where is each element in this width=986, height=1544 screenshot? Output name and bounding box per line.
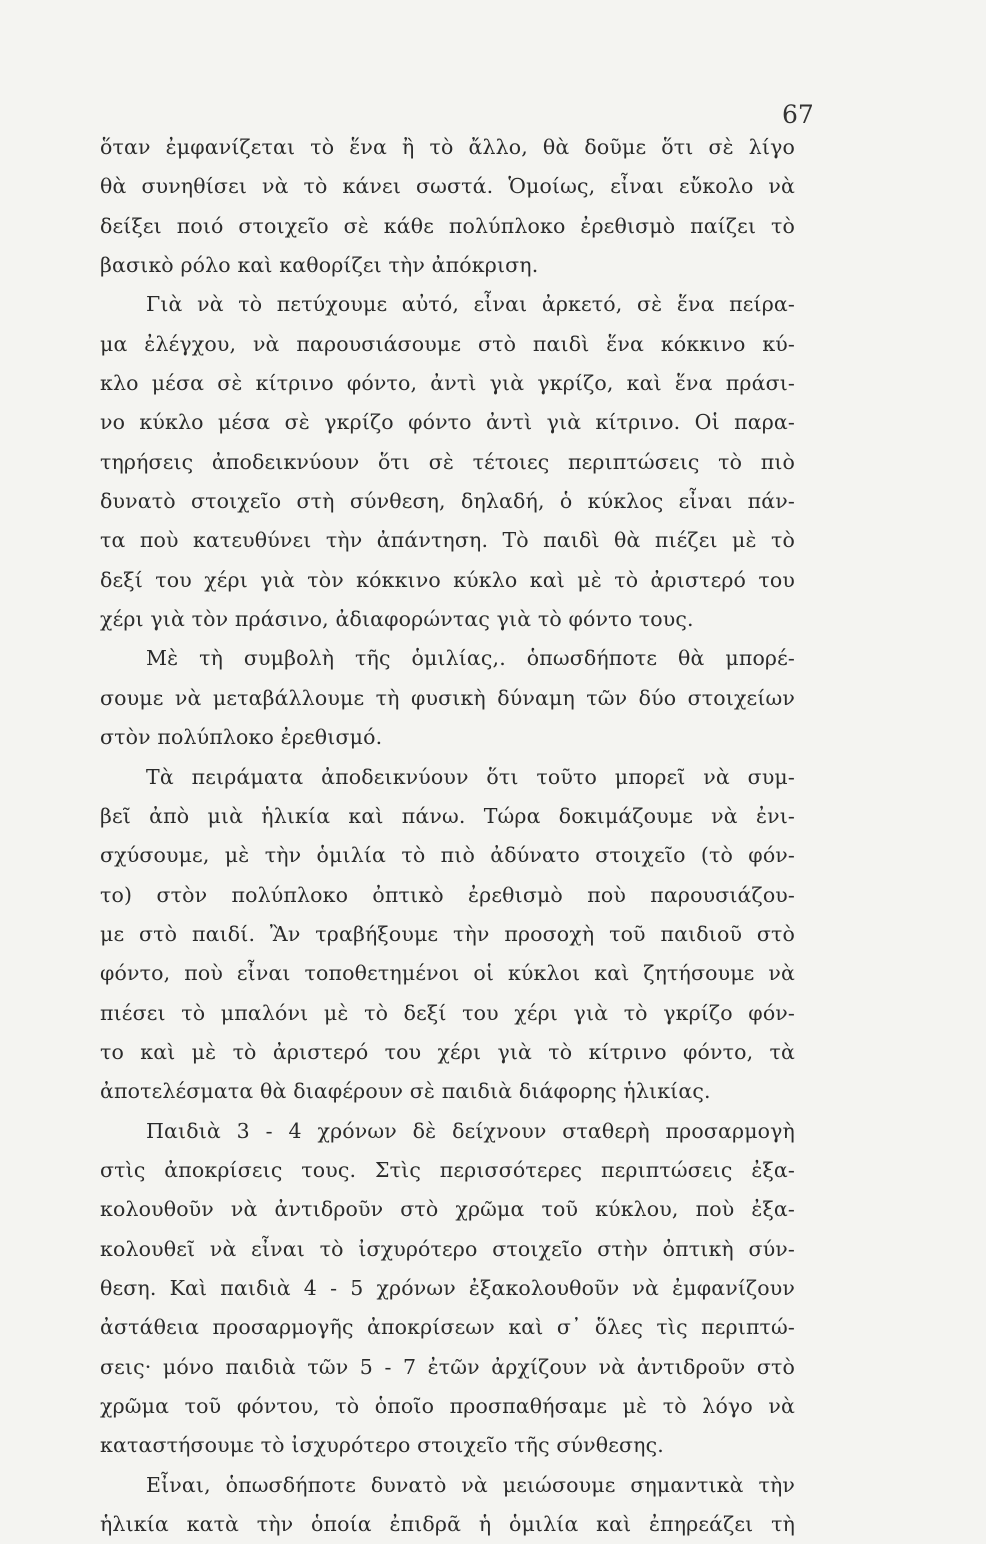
text-line: θεση. Καὶ παιδιὰ 4 - 5 χρόνων ἐξακολουθοῦν νὰ ἐμφανίζουν	[100, 1275, 795, 1300]
paragraph-start-line: Εἶναι, ὁπωσδήποτε δυνατὸ νὰ μειώσουμε σημαντικὰ τὴν	[146, 1472, 795, 1497]
text-line: σεις· μόνο παιδιὰ τῶν 5 - 7 ἐτῶν ἀρχίζουν νὰ ἀντιδροῦν στὸ	[100, 1354, 795, 1379]
text-line: μα ἐλέγχου, νὰ παρουσιάσουμε στὸ παιδὶ ἕνα κόκκινο κύ-	[100, 331, 795, 356]
text-line: δεξί του χέρι γιὰ τὸν κόκκινο κύκλο καὶ μὲ τὸ ἀριστερό του	[100, 567, 795, 592]
text-line: τα ποὺ κατευθύνει τὴν ἀπάντηση. Τὸ παιδὶ θὰ πιέζει μὲ τὸ	[100, 528, 795, 553]
text-line: κολουθοῦν νὰ ἀντιδροῦν στὸ χρῶμα τοῦ κύκλου, ποὺ ἐξα-	[100, 1197, 795, 1222]
page-number: 67	[782, 100, 814, 129]
text-line: χέρι γιὰ τὸν πράσινο, ἀδιαφορώντας γιὰ τὸ φόντο τους.	[100, 607, 694, 632]
text-line: πιέσει τὸ μπαλόνι μὲ τὸ δεξί του χέρι γιὰ τὸ γκρίζο φόν-	[100, 1000, 795, 1025]
text-line: ἡλικία κατὰ τὴν ὁποία ἐπιδρᾶ ἡ ὁμιλία καὶ ἐπηρεάζει τὴ	[100, 1512, 795, 1537]
text-line: φόντο, ποὺ εἶναι τοποθετημένοι οἱ κύκλοι καὶ ζητήσουμε νὰ	[100, 961, 795, 986]
paragraph-start-line: Τὰ πειράματα ἀποδεικνύουν ὅτι τοῦτο μπορεῖ νὰ συμ-	[146, 764, 795, 789]
text-line: στὶς ἀποκρίσεις τους. Στὶς περισσότερες περιπτώσεις ἐξα-	[100, 1157, 795, 1182]
text-line: βεῖ ἀπὸ μιὰ ἡλικία καὶ πάνω. Τώρα δοκιμάζουμε νὰ ἐνι-	[100, 803, 795, 828]
text-line: θὰ συνηθίσει νὰ τὸ κάνει σωστά. Ὁμοίως, εἶναι εὔκολο νὰ	[100, 174, 795, 199]
paragraph-start-line: Μὲ τὴ συμβολὴ τῆς ὁμιλίας,. ὁπωσδήποτε θὰ μπορέ-	[146, 646, 795, 671]
paragraph-start-line: Γιὰ νὰ τὸ πετύχουμε αὐτό, εἶναι ἀρκετό, σὲ ἕνα πείρα-	[146, 292, 795, 317]
body-text	[100, 128, 795, 1544]
text-line: ἀποτελέσματα θὰ διαφέρουν σὲ παιδιὰ διάφορης ἡλικίας.	[100, 1079, 711, 1104]
text-line: το) στὸν πολύπλοκο ὀπτικὸ ἐρεθισμὸ ποὺ παρουσιάζου-	[100, 882, 795, 907]
text-line: ὅταν ἐμφανίζεται τὸ ἕνα ἢ τὸ ἄλλο, θὰ δοῦμε ὅτι σὲ λίγο	[100, 135, 795, 159]
text-line: βασικὸ ρόλο καὶ καθορίζει τὴν ἀπόκριση.	[100, 253, 539, 278]
text-line: κολουθεῖ νὰ εἶναι τὸ ἰσχυρότερο στοιχεῖο στὴν ὀπτικὴ σύν-	[100, 1236, 795, 1261]
text-line: το καὶ μὲ τὸ ἀριστερό του χέρι γιὰ τὸ κίτρινο φόντο, τὰ	[100, 1039, 795, 1064]
paragraph-start-line: Παιδιὰ 3 - 4 χρόνων δὲ δείχνουν σταθερὴ προσαρμογὴ	[146, 1118, 795, 1143]
text-line: σουμε νὰ μεταβάλλουμε τὴ φυσικὴ δύναμη τῶν δύο στοιχείων	[100, 685, 795, 710]
text-line: τηρήσεις ἀποδεικνύουν ὅτι σὲ τέτοιες περιπτώσεις τὸ πιὸ	[100, 449, 795, 474]
text-line: δυνατὸ στοιχεῖο στὴ σύνθεση, δηλαδή, ὁ κύκλος εἶναι πάν-	[100, 489, 795, 514]
text-line: δείξει ποιό στοιχεῖο σὲ κάθε πολύπλοκο ἐρεθισμὸ παίζει τὸ	[100, 213, 795, 238]
text-line: στὸν πολύπλοκο ἐρεθισμό.	[100, 725, 383, 750]
text-line: με στὸ παιδί. Ἂν τραβήξουμε τὴν προσοχὴ τοῦ παιδιοῦ στὸ	[100, 921, 795, 946]
text-line: καταστήσουμε τὸ ἰσχυρότερο στοιχεῖο τῆς σύνθεσης.	[100, 1433, 664, 1458]
text-line: σχύσουμε, μὲ τὴν ὁμιλία τὸ πιὸ ἀδύνατο στοιχεῖο (τὸ φόν-	[100, 843, 795, 868]
text-line: κλο μέσα σὲ κίτρινο φόντο, ἀντὶ γιὰ γκρίζο, καὶ ἕνα πράσι-	[100, 371, 795, 396]
text-line: νο κύκλο μέσα σὲ γκρίζο φόντο ἀντὶ γιὰ κίτρινο. Οἱ παρα-	[100, 410, 795, 435]
text-line: χρῶμα τοῦ φόντου, τὸ ὁποῖο προσπαθήσαμε μὲ τὸ λόγο νὰ	[100, 1394, 795, 1418]
text-line: ἀστάθεια προσαρμογῆς ἀποκρίσεων καὶ σ᾽ ὅλες τὶς περιπτώ-	[100, 1315, 795, 1340]
